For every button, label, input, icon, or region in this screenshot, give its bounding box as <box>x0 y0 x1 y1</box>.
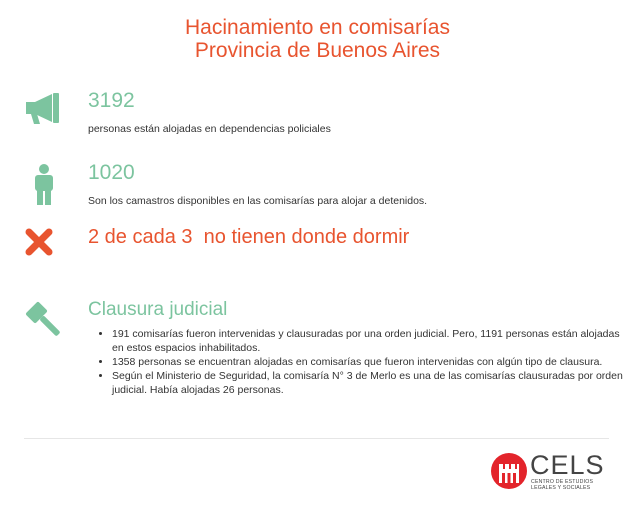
logo-subtitle-line-2: LEGALES Y SOCIALES <box>531 485 591 491</box>
stat-text-beds: Son los camastros disponibles en las comisarías para alojar a detenidos. <box>88 195 428 207</box>
stat-number-people: 3192 <box>88 89 135 112</box>
closure-bullet: • Según el Ministerio de Seguridad, la comisaría N° 3 de Merlo es una de las comisarías clausuradas por orden judicial. Había alojadas 26 personas. <box>112 369 627 397</box>
closure-bullet-list <box>95 327 627 397</box>
stat-text-people: personas están alojadas en dependencias policiales <box>88 123 331 135</box>
title-line-1: Hacinamiento en comisarías <box>185 16 450 39</box>
highlight-text: 2 de cada 3 no tienen donde dormir <box>88 226 410 248</box>
title-line-2: Provincia de Buenos Aires <box>194 39 441 62</box>
x-icon <box>25 228 53 261</box>
closure-title: Clausura judicial <box>88 299 228 320</box>
logo-subtitle-line-1: CENTRO DE ESTUDIOS <box>531 479 594 485</box>
megaphone-icon <box>24 90 64 131</box>
closure-bullet: • 1358 personas se encuentran alojadas en comisarías que fueron intervenidas con algún tipo de clausura. <box>112 355 627 369</box>
page-title <box>0 16 635 62</box>
divider <box>24 438 609 439</box>
closure-bullet: • 191 comisarías fueron intervenidas y clausuradas por una orden judicial. Pero, 1191 personas están alojadas en estos espacios inhabilitados. <box>112 327 627 355</box>
cels-logo-mark-icon <box>490 452 528 495</box>
gavel-icon <box>24 300 66 347</box>
stat-number-beds: 1020 <box>88 161 135 184</box>
person-icon <box>32 164 56 211</box>
logo-name: CELS <box>530 450 605 480</box>
cels-logo <box>490 450 615 492</box>
